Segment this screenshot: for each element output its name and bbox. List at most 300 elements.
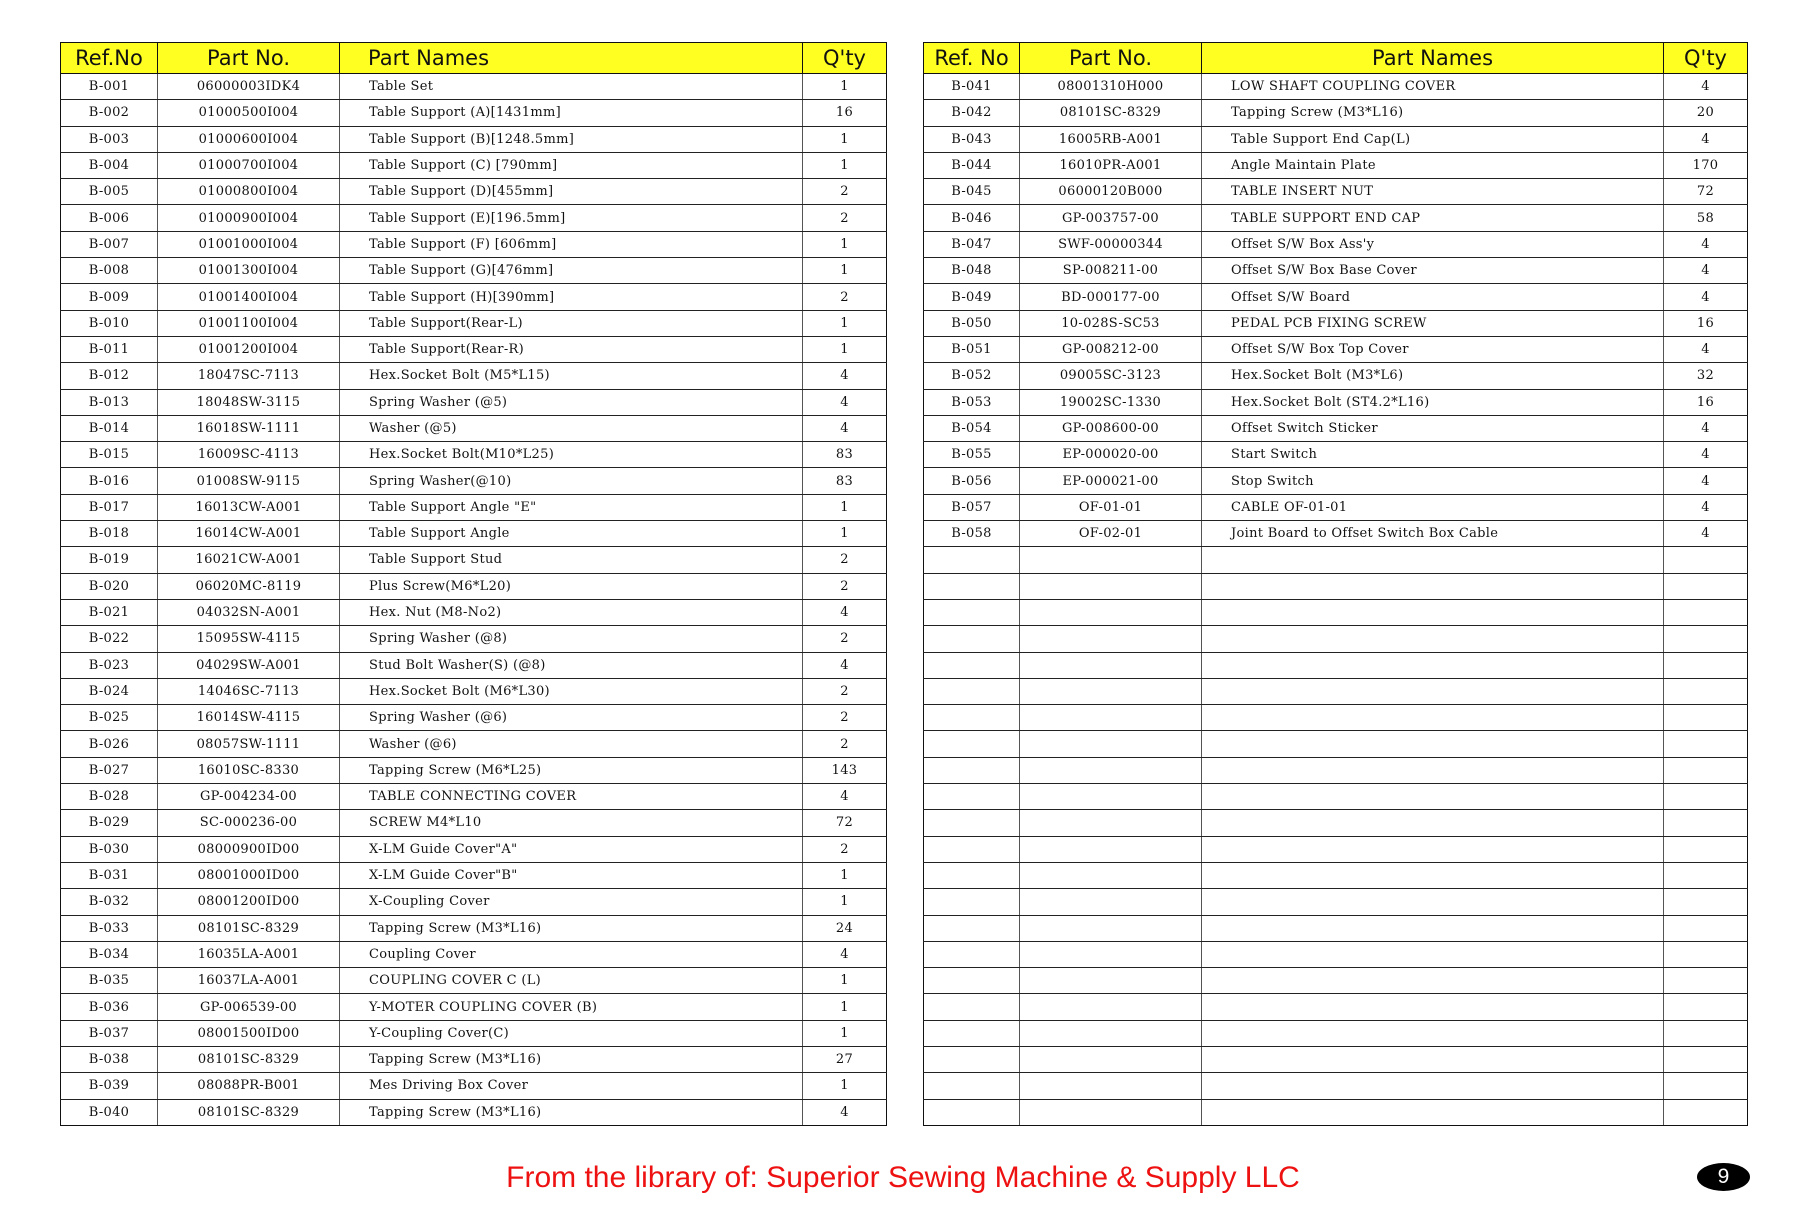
cell-part-no: 19002SC-1330	[1020, 389, 1202, 415]
cell-qty: 2	[803, 205, 887, 231]
cell-qty	[1664, 652, 1748, 678]
cell-ref-no: B-040	[61, 1099, 158, 1125]
cell-ref-no: B-050	[924, 310, 1020, 336]
cell-part-name	[1202, 862, 1664, 888]
cell-part-name: Hex.Socket Bolt (M5*L15)	[340, 363, 803, 389]
cell-part-name: Spring Washer (@5)	[340, 389, 803, 415]
cell-qty: 1	[803, 889, 887, 915]
cell-ref-no: B-036	[61, 994, 158, 1020]
cell-qty: 4	[1664, 468, 1748, 494]
cell-part-name	[1202, 705, 1664, 731]
table-row	[61, 547, 887, 573]
cell-part-no: 16010PR-A001	[1020, 152, 1202, 178]
header-part-names: Part Names	[340, 43, 803, 74]
cell-qty	[1664, 862, 1748, 888]
cell-part-name	[1202, 547, 1664, 573]
table-row	[924, 310, 1748, 336]
cell-ref-no: B-009	[61, 284, 158, 310]
table-row	[924, 100, 1748, 126]
cell-part-name: Stud Bolt Washer(S) (@8)	[340, 652, 803, 678]
cell-ref-no	[924, 1099, 1020, 1125]
table-row	[61, 494, 887, 520]
cell-part-no: 16010SC-8330	[158, 757, 340, 783]
empty-table-row	[924, 1046, 1748, 1072]
cell-qty: 143	[803, 757, 887, 783]
cell-ref-no	[924, 994, 1020, 1020]
cell-ref-no: B-001	[61, 74, 158, 100]
cell-part-name: Offset S/W Board	[1202, 284, 1664, 310]
table-row	[61, 599, 887, 625]
cell-qty	[1664, 1099, 1748, 1125]
empty-table-row	[924, 626, 1748, 652]
cell-part-no: 01001400I004	[158, 284, 340, 310]
cell-part-no: 09005SC-3123	[1020, 363, 1202, 389]
cell-part-name: Spring Washer (@6)	[340, 705, 803, 731]
table-row	[61, 731, 887, 757]
cell-ref-no: B-003	[61, 126, 158, 152]
cell-part-no: 01000500I004	[158, 100, 340, 126]
cell-part-no: 06020MC-8119	[158, 573, 340, 599]
cell-part-name: TABLE CONNECTING COVER	[340, 784, 803, 810]
header-qty: Q'ty	[803, 43, 887, 74]
cell-ref-no	[924, 784, 1020, 810]
cell-part-no: 10-028S-SC53	[1020, 310, 1202, 336]
cell-part-no: SC-000236-00	[158, 810, 340, 836]
cell-ref-no: B-041	[924, 74, 1020, 100]
cell-part-name	[1202, 810, 1664, 836]
cell-part-no: 16005RB-A001	[1020, 126, 1202, 152]
cell-ref-no: B-053	[924, 389, 1020, 415]
cell-part-name: Hex.Socket Bolt(M10*L25)	[340, 442, 803, 468]
table-row	[924, 258, 1748, 284]
cell-qty	[1664, 836, 1748, 862]
cell-ref-no: B-046	[924, 205, 1020, 231]
cell-qty	[1664, 1020, 1748, 1046]
cell-qty	[1664, 1046, 1748, 1072]
cell-qty: 4	[1664, 284, 1748, 310]
cell-part-no	[1020, 678, 1202, 704]
cell-ref-no: B-015	[61, 442, 158, 468]
page-number-badge: 9	[1697, 1163, 1750, 1191]
cell-part-name: Y-MOTER COUPLING COVER (B)	[340, 994, 803, 1020]
table-row	[924, 205, 1748, 231]
cell-part-name	[1202, 573, 1664, 599]
cell-ref-no: B-004	[61, 152, 158, 178]
cell-ref-no: B-033	[61, 915, 158, 941]
cell-part-no: GP-004234-00	[158, 784, 340, 810]
table-row	[61, 994, 887, 1020]
cell-part-name	[1202, 915, 1664, 941]
cell-part-no	[1020, 968, 1202, 994]
cell-ref-no	[924, 1020, 1020, 1046]
empty-table-row	[924, 705, 1748, 731]
cell-ref-no: B-011	[61, 336, 158, 362]
cell-qty: 1	[803, 152, 887, 178]
empty-table-row	[924, 784, 1748, 810]
cell-ref-no: B-018	[61, 521, 158, 547]
cell-part-name: Table Set	[340, 74, 803, 100]
cell-part-no: 01001100I004	[158, 310, 340, 336]
cell-ref-no	[924, 915, 1020, 941]
cell-part-no: 08101SC-8329	[158, 1099, 340, 1125]
cell-qty: 20	[1664, 100, 1748, 126]
table-row	[61, 310, 887, 336]
cell-qty: 4	[803, 941, 887, 967]
cell-ref-no	[924, 678, 1020, 704]
cell-ref-no	[924, 1046, 1020, 1072]
cell-part-no: SP-008211-00	[1020, 258, 1202, 284]
cell-part-name	[1202, 757, 1664, 783]
cell-part-no	[1020, 599, 1202, 625]
cell-part-name: Offset S/W Box Ass'y	[1202, 231, 1664, 257]
cell-qty: 4	[1664, 494, 1748, 520]
cell-part-no: 06000003IDK4	[158, 74, 340, 100]
cell-part-name	[1202, 994, 1664, 1020]
cell-ref-no: B-019	[61, 547, 158, 573]
cell-qty: 83	[803, 468, 887, 494]
cell-qty: 4	[1664, 442, 1748, 468]
cell-part-no	[1020, 862, 1202, 888]
cell-qty	[1664, 757, 1748, 783]
cell-part-name	[1202, 968, 1664, 994]
cell-part-no: 14046SC-7113	[158, 678, 340, 704]
cell-part-no: 08001000ID00	[158, 862, 340, 888]
cell-part-no: 08001500ID00	[158, 1020, 340, 1046]
cell-part-name	[1202, 1020, 1664, 1046]
table-row	[61, 258, 887, 284]
table-row	[924, 494, 1748, 520]
cell-qty: 1	[803, 862, 887, 888]
cell-part-no: 01001000I004	[158, 231, 340, 257]
cell-qty	[1664, 941, 1748, 967]
table-row	[61, 126, 887, 152]
table-row	[61, 74, 887, 100]
cell-ref-no: B-012	[61, 363, 158, 389]
cell-ref-no: B-047	[924, 231, 1020, 257]
cell-ref-no: B-023	[61, 652, 158, 678]
table-row	[61, 100, 887, 126]
cell-part-no: 08101SC-8329	[158, 1046, 340, 1072]
cell-part-no: 16009SC-4113	[158, 442, 340, 468]
cell-part-name	[1202, 626, 1664, 652]
cell-qty: 4	[1664, 415, 1748, 441]
cell-part-name	[1202, 836, 1664, 862]
cell-part-no	[1020, 757, 1202, 783]
cell-part-no: 01000600I004	[158, 126, 340, 152]
empty-table-row	[924, 1099, 1748, 1125]
cell-part-name: Hex.Socket Bolt (M3*L6)	[1202, 363, 1664, 389]
cell-part-no	[1020, 1099, 1202, 1125]
cell-part-name: Table Support Angle "E"	[340, 494, 803, 520]
cell-qty	[1664, 810, 1748, 836]
cell-qty: 1	[803, 258, 887, 284]
cell-part-name: Coupling Cover	[340, 941, 803, 967]
cell-qty: 4	[803, 652, 887, 678]
cell-ref-no: B-032	[61, 889, 158, 915]
cell-part-name	[1202, 599, 1664, 625]
cell-part-name	[1202, 652, 1664, 678]
cell-part-no	[1020, 994, 1202, 1020]
cell-qty: 2	[803, 678, 887, 704]
cell-part-name	[1202, 1046, 1664, 1072]
cell-qty: 1	[803, 494, 887, 520]
table-row	[61, 442, 887, 468]
cell-part-name: Table Support Stud	[340, 547, 803, 573]
cell-part-name: Table Support (E)[196.5mm]	[340, 205, 803, 231]
cell-part-name: Table Support(Rear-L)	[340, 310, 803, 336]
cell-ref-no: B-039	[61, 1073, 158, 1099]
cell-part-name: X-LM Guide Cover"A"	[340, 836, 803, 862]
cell-part-no: 08000900ID00	[158, 836, 340, 862]
cell-qty: 1	[803, 968, 887, 994]
cell-part-no	[1020, 836, 1202, 862]
table-row	[924, 336, 1748, 362]
cell-part-no: EP-000020-00	[1020, 442, 1202, 468]
table-row	[924, 74, 1748, 100]
cell-qty	[1664, 573, 1748, 599]
cell-ref-no: B-021	[61, 599, 158, 625]
table-row	[61, 705, 887, 731]
cell-part-name: Tapping Screw (M3*L16)	[340, 915, 803, 941]
cell-part-name: Offset S/W Box Base Cover	[1202, 258, 1664, 284]
cell-ref-no: B-051	[924, 336, 1020, 362]
cell-ref-no: B-002	[61, 100, 158, 126]
cell-part-name: Tapping Screw (M3*L16)	[340, 1099, 803, 1125]
cell-part-name: Start Switch	[1202, 442, 1664, 468]
cell-part-no: 16014CW-A001	[158, 521, 340, 547]
cell-part-no	[1020, 1046, 1202, 1072]
cell-part-name: Table Support End Cap(L)	[1202, 126, 1664, 152]
cell-ref-no: B-058	[924, 521, 1020, 547]
cell-part-name: TABLE INSERT NUT	[1202, 179, 1664, 205]
cell-part-no	[1020, 573, 1202, 599]
cell-part-no: BD-000177-00	[1020, 284, 1202, 310]
cell-part-name: Table Support (F) [606mm]	[340, 231, 803, 257]
cell-part-name: Table Support (A)[1431mm]	[340, 100, 803, 126]
table-row	[61, 941, 887, 967]
cell-qty	[1664, 626, 1748, 652]
cell-part-no: OF-02-01	[1020, 521, 1202, 547]
cell-part-name: Angle Maintain Plate	[1202, 152, 1664, 178]
cell-part-name: Tapping Screw (M3*L16)	[1202, 100, 1664, 126]
table-row	[924, 363, 1748, 389]
cell-qty: 83	[803, 442, 887, 468]
cell-qty: 32	[1664, 363, 1748, 389]
cell-part-name	[1202, 784, 1664, 810]
cell-part-no	[1020, 941, 1202, 967]
cell-part-name: Tapping Screw (M3*L16)	[340, 1046, 803, 1072]
cell-qty	[1664, 678, 1748, 704]
cell-ref-no	[924, 626, 1020, 652]
cell-part-name: Offset Switch Sticker	[1202, 415, 1664, 441]
cell-ref-no: B-035	[61, 968, 158, 994]
cell-ref-no: B-005	[61, 179, 158, 205]
cell-qty	[1664, 784, 1748, 810]
cell-ref-no: B-017	[61, 494, 158, 520]
cell-ref-no: B-022	[61, 626, 158, 652]
cell-qty: 1	[803, 994, 887, 1020]
cell-ref-no: B-037	[61, 1020, 158, 1046]
cell-qty	[1664, 889, 1748, 915]
cell-ref-no: B-008	[61, 258, 158, 284]
empty-table-row	[924, 678, 1748, 704]
cell-qty: 1	[803, 521, 887, 547]
empty-table-row	[924, 731, 1748, 757]
cell-part-name: Hex.Socket Bolt (M6*L30)	[340, 678, 803, 704]
cell-qty: 27	[803, 1046, 887, 1072]
table-row	[61, 757, 887, 783]
cell-part-no	[1020, 1020, 1202, 1046]
cell-qty: 170	[1664, 152, 1748, 178]
cell-part-no	[1020, 731, 1202, 757]
cell-part-name: COUPLING COVER C (L)	[340, 968, 803, 994]
header-qty: Q'ty	[1664, 43, 1748, 74]
table-row	[924, 126, 1748, 152]
cell-qty: 4	[803, 1099, 887, 1125]
cell-part-name: Spring Washer(@10)	[340, 468, 803, 494]
cell-ref-no	[924, 889, 1020, 915]
cell-qty: 16	[1664, 310, 1748, 336]
table-row	[61, 836, 887, 862]
cell-qty	[1664, 994, 1748, 1020]
cell-part-no: 18048SW-3115	[158, 389, 340, 415]
cell-part-name: Y-Coupling Cover(C)	[340, 1020, 803, 1046]
cell-ref-no	[924, 836, 1020, 862]
cell-part-name: Table Support (G)[476mm]	[340, 258, 803, 284]
cell-part-no	[1020, 889, 1202, 915]
empty-table-row	[924, 547, 1748, 573]
empty-table-row	[924, 968, 1748, 994]
parts-table-left	[60, 42, 887, 1126]
cell-part-no	[1020, 547, 1202, 573]
table-row	[924, 284, 1748, 310]
cell-part-no: 08088PR-B001	[158, 1073, 340, 1099]
cell-qty: 2	[803, 731, 887, 757]
cell-part-name: Table Support(Rear-R)	[340, 336, 803, 362]
cell-ref-no: B-052	[924, 363, 1020, 389]
table-row	[61, 152, 887, 178]
cell-ref-no	[924, 862, 1020, 888]
cell-part-no: SWF-00000344	[1020, 231, 1202, 257]
cell-part-no: 01000800I004	[158, 179, 340, 205]
cell-ref-no	[924, 731, 1020, 757]
cell-ref-no: B-029	[61, 810, 158, 836]
empty-table-row	[924, 652, 1748, 678]
cell-qty: 1	[803, 231, 887, 257]
cell-part-name: TABLE SUPPORT END CAP	[1202, 205, 1664, 231]
table-row	[924, 442, 1748, 468]
cell-part-name: Hex. Nut (M8-No2)	[340, 599, 803, 625]
empty-table-row	[924, 836, 1748, 862]
cell-qty: 4	[803, 415, 887, 441]
cell-ref-no: B-045	[924, 179, 1020, 205]
table-row	[61, 862, 887, 888]
cell-qty: 72	[803, 810, 887, 836]
cell-part-no: OF-01-01	[1020, 494, 1202, 520]
cell-part-no	[1020, 810, 1202, 836]
cell-part-no: 08101SC-8329	[158, 915, 340, 941]
cell-ref-no: B-030	[61, 836, 158, 862]
cell-part-no	[1020, 915, 1202, 941]
table-row	[924, 415, 1748, 441]
cell-ref-no	[924, 1073, 1020, 1099]
cell-part-no: GP-006539-00	[158, 994, 340, 1020]
cell-part-no: 08101SC-8329	[1020, 100, 1202, 126]
cell-ref-no	[924, 599, 1020, 625]
cell-part-no	[1020, 626, 1202, 652]
cell-qty: 2	[803, 836, 887, 862]
library-credit	[0, 1161, 1800, 1195]
cell-part-no	[1020, 652, 1202, 678]
header-part-no: Part No.	[1020, 43, 1202, 74]
cell-ref-no: B-055	[924, 442, 1020, 468]
cell-qty	[1664, 705, 1748, 731]
cell-ref-no: B-006	[61, 205, 158, 231]
cell-part-no: 01008SW-9115	[158, 468, 340, 494]
header-part-names: Part Names	[1202, 43, 1664, 74]
table-row	[61, 968, 887, 994]
table-row	[61, 652, 887, 678]
cell-qty: 24	[803, 915, 887, 941]
table-row	[61, 336, 887, 362]
cell-ref-no: B-043	[924, 126, 1020, 152]
cell-part-no: 08057SW-1111	[158, 731, 340, 757]
cell-ref-no: B-038	[61, 1046, 158, 1072]
cell-ref-no: B-020	[61, 573, 158, 599]
cell-qty: 2	[803, 547, 887, 573]
table-row	[61, 1073, 887, 1099]
table-row	[924, 179, 1748, 205]
cell-qty: 4	[803, 599, 887, 625]
table-row	[61, 915, 887, 941]
cell-part-no: 16021CW-A001	[158, 547, 340, 573]
cell-part-name: Table Support (C) [790mm]	[340, 152, 803, 178]
table-header-row	[61, 43, 887, 74]
cell-part-no	[1020, 784, 1202, 810]
cell-part-no: 08001310H000	[1020, 74, 1202, 100]
cell-part-no: 18047SC-7113	[158, 363, 340, 389]
cell-part-name	[1202, 1073, 1664, 1099]
cell-ref-no: B-014	[61, 415, 158, 441]
table-row	[924, 521, 1748, 547]
cell-part-no: 16014SW-4115	[158, 705, 340, 731]
cell-qty: 4	[803, 363, 887, 389]
cell-part-name: Washer (@6)	[340, 731, 803, 757]
empty-table-row	[924, 1020, 1748, 1046]
cell-qty	[1664, 547, 1748, 573]
table-row	[61, 810, 887, 836]
cell-qty: 1	[803, 126, 887, 152]
cell-qty: 1	[803, 74, 887, 100]
cell-part-no: 04029SW-A001	[158, 652, 340, 678]
header-ref-no: Ref. No	[924, 43, 1020, 74]
cell-part-no: 16035LA-A001	[158, 941, 340, 967]
cell-ref-no	[924, 547, 1020, 573]
table-header-row	[924, 43, 1748, 74]
cell-part-no: 01000700I004	[158, 152, 340, 178]
cell-qty: 4	[803, 784, 887, 810]
cell-qty: 4	[1664, 126, 1748, 152]
cell-part-name: X-LM Guide Cover"B"	[340, 862, 803, 888]
cell-part-name: LOW SHAFT COUPLING COVER	[1202, 74, 1664, 100]
cell-part-name: PEDAL PCB FIXING SCREW	[1202, 310, 1664, 336]
cell-qty: 4	[1664, 74, 1748, 100]
table-row	[61, 678, 887, 704]
cell-part-no: 16018SW-1111	[158, 415, 340, 441]
cell-ref-no: B-031	[61, 862, 158, 888]
cell-qty: 2	[803, 626, 887, 652]
table-row	[61, 573, 887, 599]
